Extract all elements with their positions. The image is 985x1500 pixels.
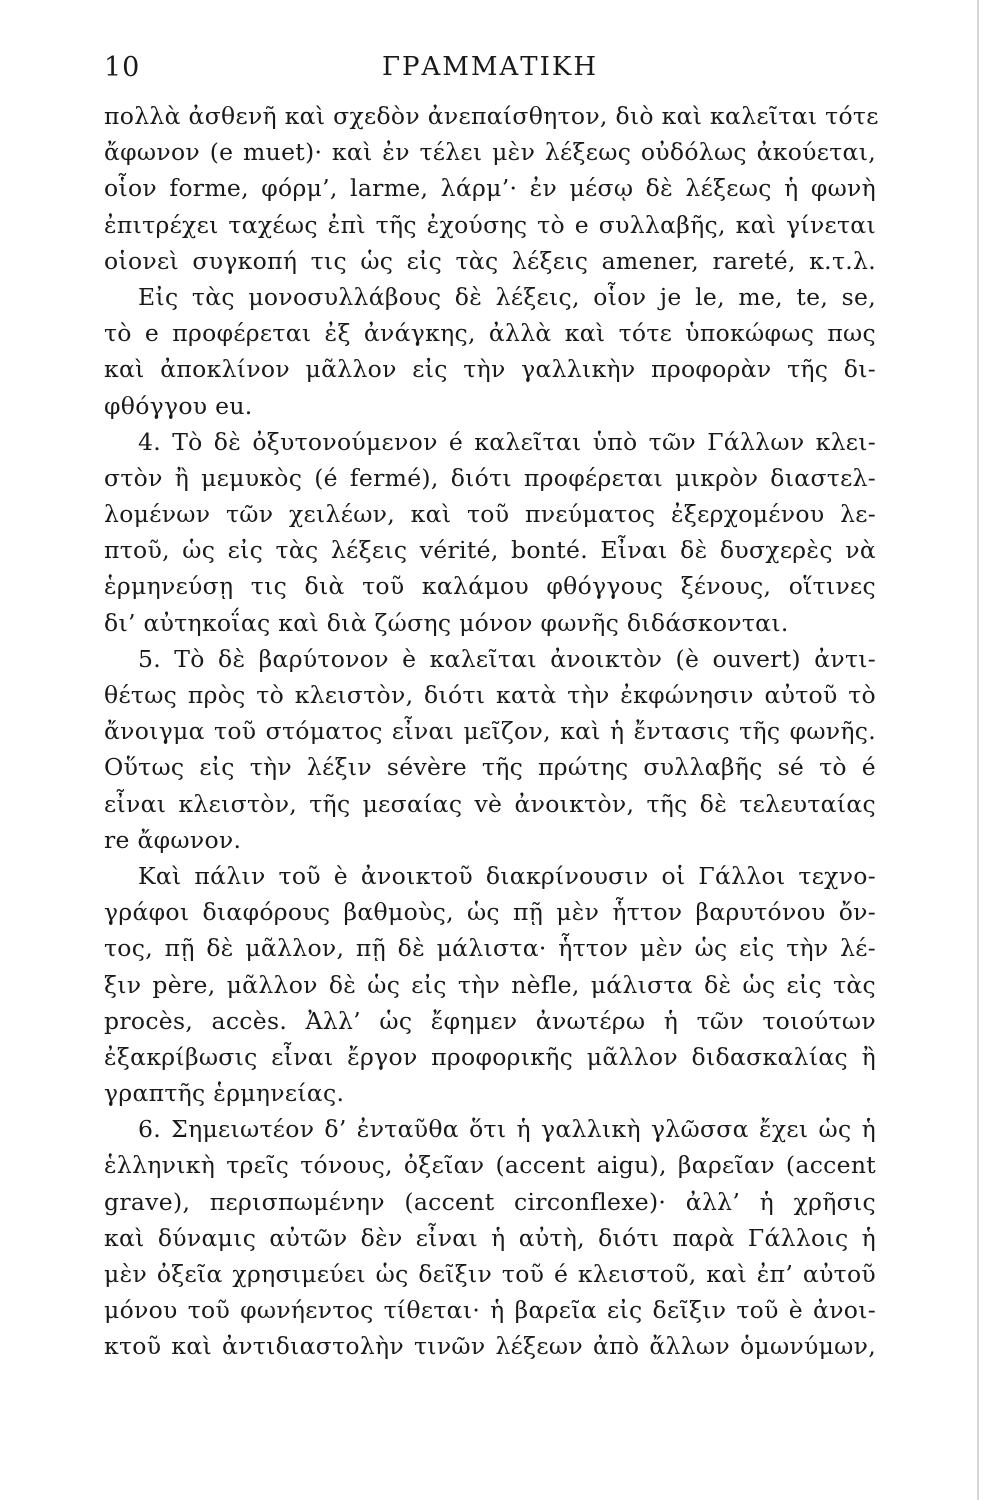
text-line: ἄνοιγμα τοῦ στόματος εἶναι μεῖζον, καὶ ἡ ἔντασις τῆς φωνῆς.	[104, 717, 876, 746]
text-line: ἐπιτρέχει ταχέως ἐπὶ τῆς ἐχούσης τὸ e συλλαβῆς, καὶ γίνεται	[104, 210, 876, 239]
text-line: θέτως πρὸς τὸ κλειστὸν, διότι κατὰ τὴν ἐκφώνησιν αὐτοῦ τὸ	[104, 681, 876, 709]
text-line: καὶ δύναμις αὐτῶν δὲν εἶναι ἡ αὐτὴ, διότι παρὰ Γάλλοις ἡ	[104, 1223, 876, 1252]
text-line: τος, πῇ δὲ μᾶλλον, πῇ δὲ μάλιστα· ἧττον μὲν ὡς εἰς τὴν λέ-	[104, 934, 876, 963]
text-line: μόνου τοῦ φωνήεντος τίθεται· ἡ βαρεῖα εἰς δεῖξιν τοῦ è ἀνοι-	[104, 1296, 876, 1325]
text-line: στὸν ἢ μεμυκὸς (é fermé), διότι προφέρεται μικρὸν διαστελ-	[104, 463, 876, 492]
text-line: εἶναι κλειστὸν, τῆς μεσαίας vè ἀνοικτὸν, τῆς δὲ τελευταίας	[104, 789, 876, 818]
paragraph-start-line: Καὶ πάλιν τοῦ è ἀνοικτοῦ διακρίνουσιν οἱ Γάλλοι τεχνο-	[138, 861, 876, 890]
page-header	[104, 52, 876, 92]
text-line: οἱονεὶ συγκοπή τις ὡς εἰς τὰς λέξεις amener, rareté, κ.τ.λ.	[104, 246, 876, 275]
text-line: γράφοι διαφόρους βαθμοὺς, ὡς πῇ μὲν ἧττον βαρυτόνου ὄν-	[104, 898, 876, 927]
text-line: πολλὰ ἀσθενῆ καὶ σχεδὸν ἀνεπαίσθητον, διὸ καὶ καλεῖται τότε	[104, 102, 879, 130]
body-text	[104, 98, 879, 1365]
text-line: κτοῦ καὶ ἀντιδιαστολὴν τινῶν λέξεων ἀπὸ ἄλλων ὁμωνύμων,	[104, 1332, 876, 1361]
text-line: οἷον forme, φόρμ’, larme, λάρμ’· ἐν μέσῳ δὲ λέξεως ἡ φωνὴ	[104, 174, 876, 203]
text-line: procès, accès. Ἀλλ’ ὡς ἔφημεν ἀνωτέρω ἡ τῶν τοιούτων	[104, 1006, 876, 1035]
paragraph-start-line: Εἰς τὰς μονοσυλλάβους δὲ λέξεις, οἷον je le, me, te, se,	[138, 282, 876, 311]
page-edge-shadow	[977, 0, 979, 1500]
text-line: Οὕτως εἰς τὴν λέξιν sévère τῆς πρώτης συλλαβῆς sé τὸ é	[104, 753, 876, 782]
page-number: 10	[104, 52, 141, 83]
running-title: ΓΡΑΜΜΑΤΙΚΗ	[381, 52, 599, 82]
text-line: καὶ ἀποκλίνον μᾶλλον εἰς τὴν γαλλικὴν προφορὰν τῆς δι-	[104, 355, 876, 384]
text-line: μὲν ὀξεῖα χρησιμεύει ὡς δεῖξιν τοῦ é κλειστοῦ, καὶ ἐπ’ αὐτοῦ	[104, 1260, 876, 1288]
paragraph-start-line: 5. Τὸ δὲ βαρύτονον è καλεῖται ἀνοικτὸν (è ouvert) ἀντι-	[138, 644, 876, 673]
text-line: ἑλληνικὴ τρεῖς τόνους, ὀξεῖαν (accent aigu), βαρεῖαν (accent	[104, 1151, 876, 1180]
text-line: πτοῦ, ὡς εἰς τὰς λέξεις vérité, bonté. Εἶναι δὲ δυσχερὲς νὰ	[104, 536, 876, 565]
paragraph-end-line: δι’ αὐτηκοΐας καὶ διὰ ζώσης μόνον φωνῆς διδάσκονται.	[104, 608, 789, 637]
text-line: grave), περισπωμένην (accent circonflexe)· ἀλλ’ ἡ χρῆσις	[104, 1187, 876, 1216]
paragraph-end-line: φθόγγου eu.	[104, 391, 253, 420]
text-line: τὸ e προφέρεται ἐξ ἀνάγκης, ἀλλὰ καὶ τότε ὑποκώφως πως	[104, 319, 876, 348]
paragraph-end-line: re ἄφωνον.	[104, 825, 242, 854]
paragraph-end-line: γραπτῆς ἑρμηνείας.	[104, 1079, 345, 1108]
text-line: ἐξακρίβωσις εἶναι ἔργον προφορικῆς μᾶλλον διδασκαλίας ἢ	[104, 1042, 876, 1071]
text-line: ἑρμηνεύσῃ τις διὰ τοῦ καλάμου φθόγγους ξένους, οἵτινες	[104, 572, 876, 601]
text-line: ἄφωνον (e muet)· καὶ ἐν τέλει μὲν λέξεως οὐδόλως ἀκούεται,	[104, 138, 876, 167]
text-line: ξιν père, μᾶλλον δὲ ὡς εἰς τὴν nèfle, μάλιστα δὲ ὡς εἰς τὰς	[104, 970, 876, 999]
paragraph-start-line: 4. Τὸ δὲ ὀξυτονούμενον é καλεῖται ὑπὸ τῶν Γάλλων κλει-	[138, 427, 876, 456]
text-line: λομένων τῶν χειλέων, καὶ τοῦ πνεύματος ἐξερχομένου λε-	[104, 500, 876, 529]
paragraph-start-line: 6. Σημειωτέον δ’ ἐνταῦθα ὅτι ἡ γαλλικὴ γλῶσσα ἔχει ὡς ἡ	[138, 1115, 876, 1144]
